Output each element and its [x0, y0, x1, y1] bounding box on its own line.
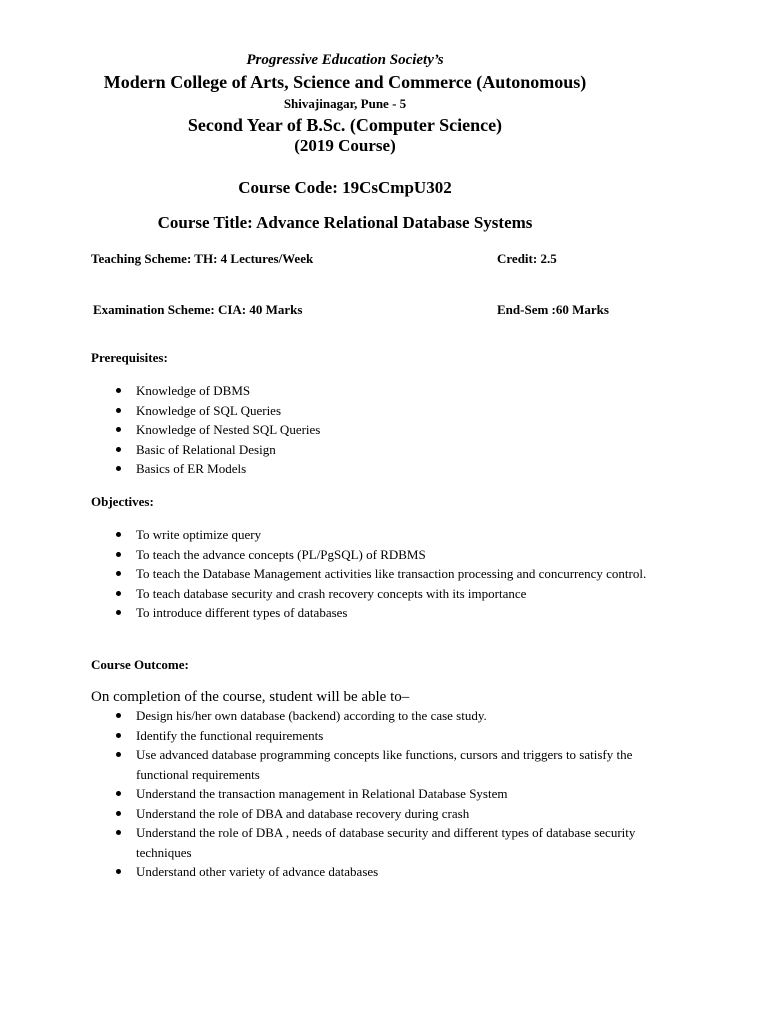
list-item: To teach the Database Management activities like transaction processing and concurrency control. — [91, 564, 676, 584]
end-sem-marks: End-Sem :60 Marks — [497, 302, 609, 317]
list-item: Understand the transaction management in Relational Database System — [91, 784, 681, 804]
examination-scheme: Examination Scheme: CIA: 40 Marks — [93, 302, 303, 317]
list-item: Design his/her own database (backend) according to the case study. — [91, 706, 681, 726]
objectives-heading: Objectives: — [91, 494, 154, 509]
college-name: Modern College of Arts, Science and Commerce (Autonomous) — [103, 72, 587, 92]
list-item: Use advanced database programming concepts like functions, cursors and triggers to satisfy the functional requirements — [91, 745, 681, 784]
course-outcome-heading: Course Outcome: — [91, 657, 189, 672]
college-location: Shivajinagar, Pune - 5 — [283, 96, 407, 111]
list-item: Knowledge of DBMS — [91, 381, 691, 401]
course-pattern: (2019 Course) — [294, 136, 396, 155]
list-item: To introduce different types of databases — [91, 603, 676, 623]
list-item: Understand the role of DBA and database recovery during crash — [91, 804, 681, 824]
course-title: Course Title: Advance Relational Database Systems — [157, 213, 533, 232]
list-item: Identify the functional requirements — [91, 726, 681, 746]
teaching-scheme: Teaching Scheme: TH: 4 Lectures/Week — [91, 251, 314, 266]
prerequisites-heading: Prerequisites: — [91, 350, 168, 365]
outcome-intro: On completion of the course, student will be able to– — [91, 689, 410, 705]
list-item: To teach the advance concepts (PL/PgSQL) of RDBMS — [91, 545, 676, 565]
program-year: Second Year of B.Sc. (Computer Science) — [187, 115, 503, 135]
list-item: Understand other variety of advance databases — [91, 862, 681, 882]
course-code: Course Code: 19CsCmpU302 — [238, 178, 452, 197]
list-item: Basic of Relational Design — [91, 440, 691, 460]
outcome-list — [91, 706, 681, 882]
list-item: Knowledge of Nested SQL Queries — [91, 420, 691, 440]
society-name: Progressive Education Society’s — [246, 52, 444, 68]
list-item: Basics of ER Models — [91, 459, 691, 479]
list-item: Understand the role of DBA , needs of database security and different types of database security techniques — [91, 823, 681, 862]
credit: Credit: 2.5 — [497, 251, 557, 266]
list-item: To teach database security and crash recovery concepts with its importance — [91, 584, 676, 604]
list-item: Knowledge of SQL Queries — [91, 401, 691, 421]
list-item: To write optimize query — [91, 525, 676, 545]
objectives-list — [91, 525, 676, 623]
prerequisites-list — [91, 381, 691, 479]
